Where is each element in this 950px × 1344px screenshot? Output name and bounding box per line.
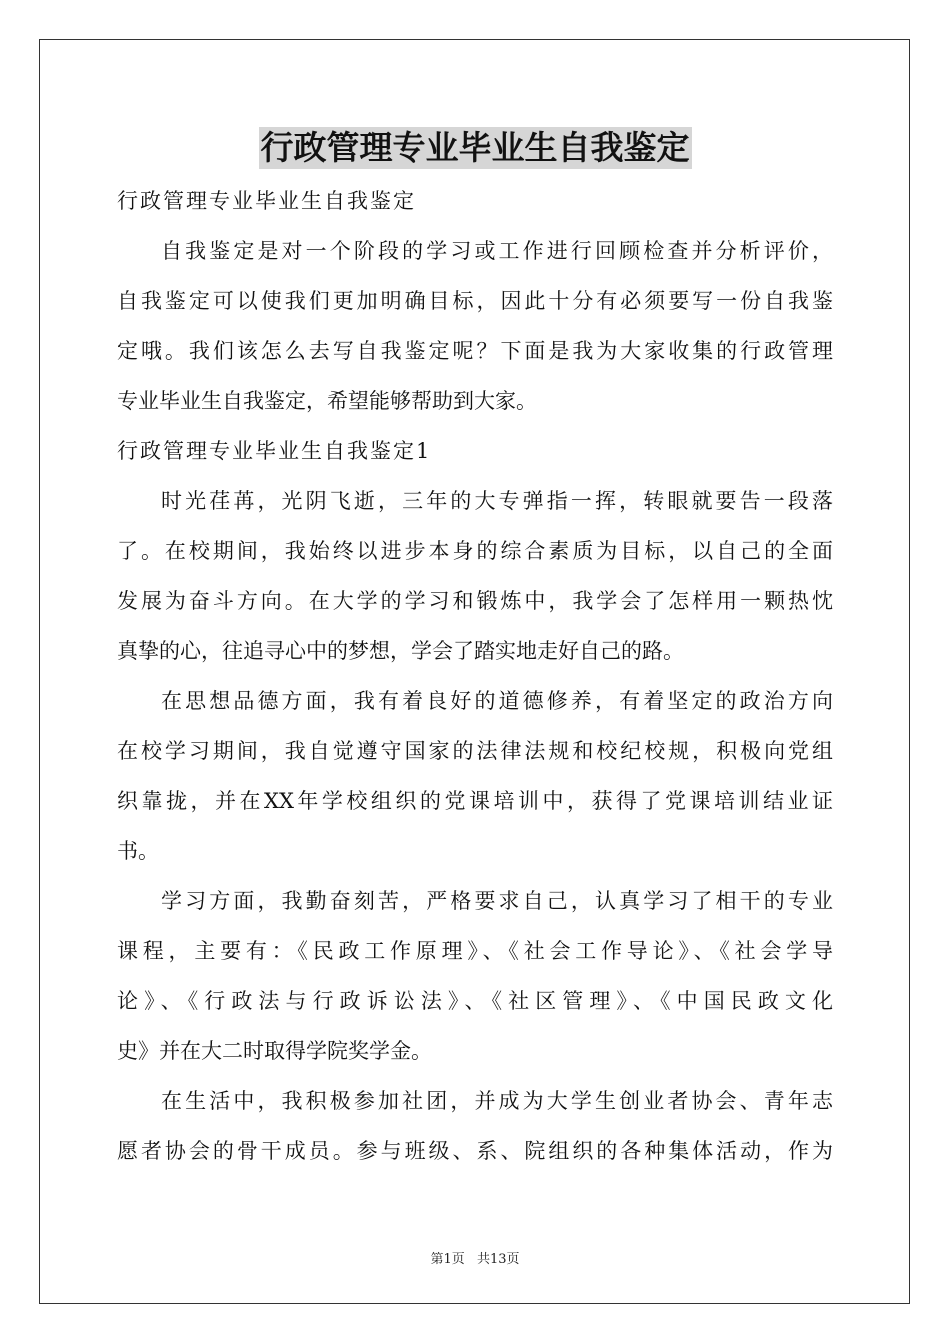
intro-paragraph xyxy=(117,226,833,426)
title-container xyxy=(0,127,950,169)
paragraph-line: 史》并在大二时取得学院奖学金。 xyxy=(117,1039,432,1063)
paragraph-line: 发展为奋斗方向。在大学的学习和锻炼中，我学会了怎样用一颗热忱 xyxy=(117,589,833,613)
paragraph-4 xyxy=(117,1076,833,1176)
paragraph-line: 自我鉴定可以使我们更加明确目标，因此十分有必须要写一份自我鉴 xyxy=(117,289,833,313)
paragraph-line: 了。在校期间，我始终以进步本身的综合素质为目标，以自己的全面 xyxy=(117,539,833,563)
paragraph-line: 定哦。我们该怎么去写自我鉴定呢？下面是我为大家收集的行政管理 xyxy=(117,339,833,363)
paragraph-line: 时光荏苒，光阴飞逝，三年的大专弹指一挥，转眼就要告一段落 xyxy=(161,489,833,513)
document-subtitle: 行政管理专业毕业生自我鉴定 xyxy=(117,189,416,213)
paragraph-1 xyxy=(117,476,833,676)
paragraph-line: 在校学习期间，我自觉遵守国家的法律法规和校纪校规，积极向党组 xyxy=(117,739,833,763)
paragraph-line: 在生活中，我积极参加社团，并成为大学生创业者协会、青年志 xyxy=(161,1089,833,1113)
section-heading: 行政管理专业毕业生自我鉴定1 xyxy=(117,439,432,463)
page-number-total: 共13页 xyxy=(476,1252,520,1267)
paragraph-line: 真挚的心，往追寻心中的梦想，学会了踏实地走好自己的路。 xyxy=(117,639,684,663)
paragraph-line: 课程，主要有：《民政工作原理》、《社会工作导论》、《社会学导 xyxy=(117,939,833,963)
paragraph-line: 自我鉴定是对一个阶段的学习或工作进行回顾检查并分析评价， xyxy=(161,239,833,263)
paragraph-line: 愿者协会的骨干成员。参与班级、系、院组织的各种集体活动，作为 xyxy=(117,1139,833,1163)
paragraph-line: 织靠拢，并在XX年学校组织的党课培训中，获得了党课培训结业证 xyxy=(117,789,833,813)
paragraph-2 xyxy=(117,676,833,876)
page-number-current: 第1页 xyxy=(430,1252,465,1267)
page-footer xyxy=(0,1248,950,1267)
paragraph-line: 学习方面，我勤奋刻苦，严格要求自己，认真学习了相干的专业 xyxy=(161,889,833,913)
document-title: 行政管理专业毕业生自我鉴定 xyxy=(260,128,690,167)
paragraph-line: 论》、《行政法与行政诉讼法》、《社区管理》、《中国民政文化 xyxy=(117,989,833,1013)
paragraph-line: 在思想品德方面，我有着良好的道德修养，有着坚定的政治方向 xyxy=(161,689,833,713)
document-body xyxy=(117,176,833,1176)
paragraph-line: 书。 xyxy=(117,839,159,863)
paragraph-line: 专业毕业生自我鉴定，希望能够帮助到大家。 xyxy=(117,389,537,413)
paragraph-3 xyxy=(117,876,833,1076)
